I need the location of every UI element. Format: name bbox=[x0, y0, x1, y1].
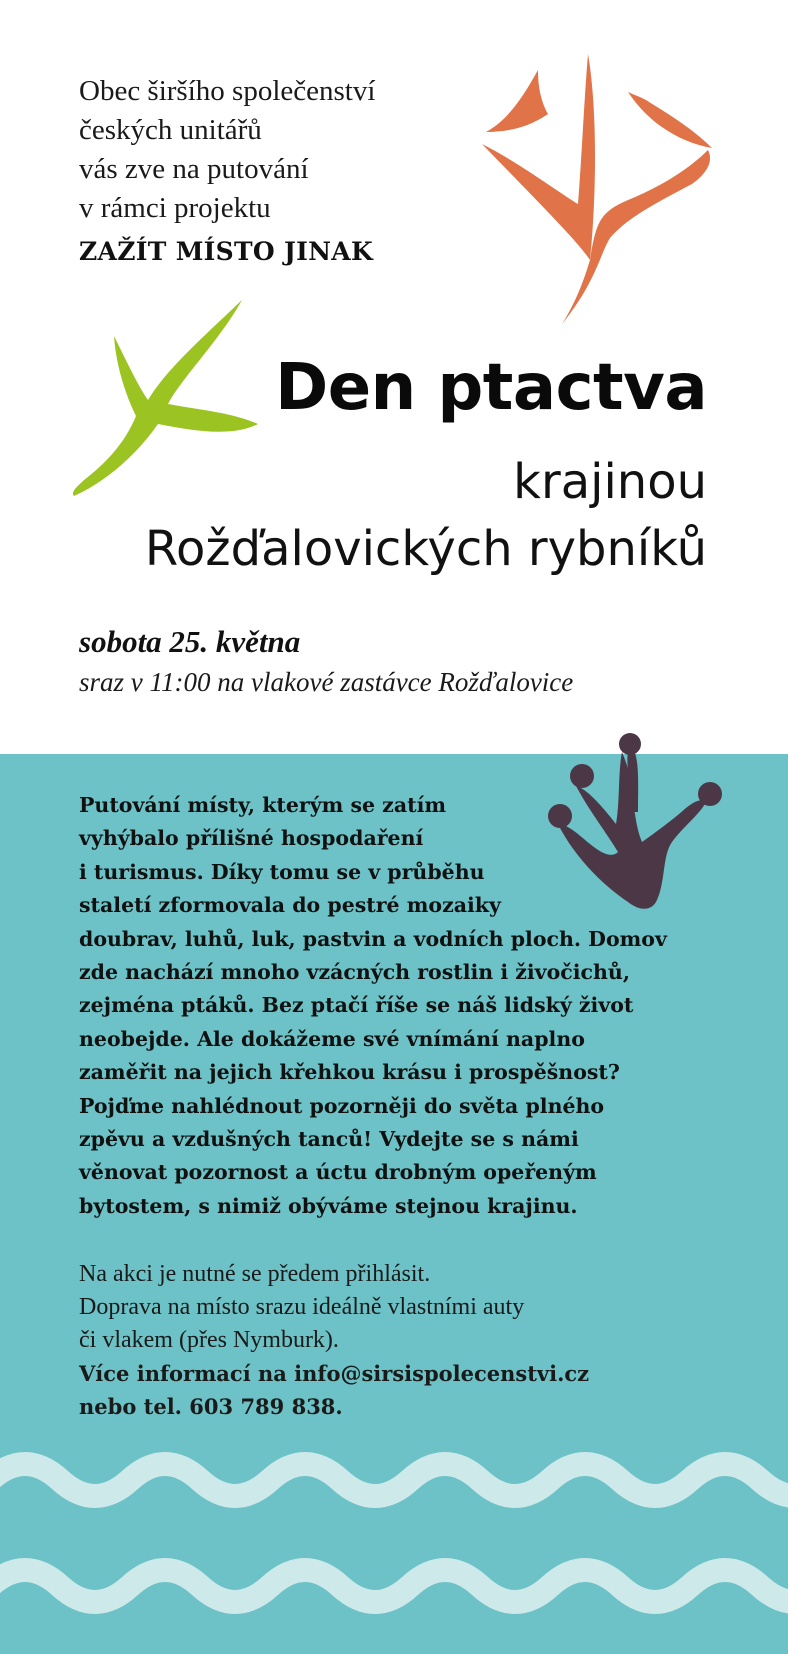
intro-line: v rámci projektu bbox=[79, 192, 271, 224]
event-description bbox=[79, 789, 719, 1223]
green-bird-track-icon bbox=[70, 300, 260, 500]
contact-phone-line: nebo tel. 603 789 838. bbox=[79, 1394, 343, 1419]
description-line: doubrav, luhů, luk, pastvin a vodních ploch. Domov bbox=[79, 926, 667, 951]
contact-email-line: Více informací na info@sirsispolecenstvi.cz bbox=[79, 1361, 590, 1386]
orange-bird-track-icon bbox=[478, 52, 718, 324]
event-title: Den ptactva bbox=[275, 351, 707, 425]
description-line: vyhýbalo přílišné hospodaření bbox=[79, 826, 424, 851]
info-line: Na akci je nutné se předem přihlásit. bbox=[79, 1261, 431, 1287]
event-date: sobota 25. května bbox=[79, 624, 301, 659]
description-line: Pojďme nahlédnout pozorněji do světa plného bbox=[79, 1093, 605, 1118]
event-subtitle-line1: krajinou bbox=[513, 454, 707, 510]
practical-info bbox=[79, 1258, 719, 1423]
intro-line: českých unitářů bbox=[79, 114, 262, 146]
description-line: zaměřit na jejich křehkou krásu i prospěšnost? bbox=[79, 1060, 620, 1085]
water-waves bbox=[0, 1440, 788, 1654]
description-line: zpěvu a vzdušných tanců! Vydejte se s námi bbox=[79, 1127, 579, 1152]
intro-line: vás zve na putování bbox=[79, 153, 309, 185]
description-line: zde nachází mnoho vzácných rostlin i živočichů, bbox=[79, 960, 630, 985]
event-subtitle-line2: Rožďalovických rybníků bbox=[144, 521, 707, 577]
event-meeting: sraz v 11:00 na vlakové zastávce Rožďalovice bbox=[79, 667, 574, 697]
project-name: ZAŽÍT MÍSTO JINAK bbox=[79, 237, 374, 266]
description-line: i turismus. Díky tomu se v průběhu bbox=[79, 859, 485, 884]
description-line: bytostem, s nimiž obýváme stejnou krajinu. bbox=[79, 1193, 578, 1218]
info-line: či vlakem (přes Nymburk). bbox=[79, 1327, 339, 1353]
info-line: Doprava na místo srazu ideálně vlastními auty bbox=[79, 1294, 525, 1320]
description-line: věnovat pozornost a úctu drobným opeřeným bbox=[79, 1160, 597, 1185]
description-line: neobejde. Ale dokážeme své vnímání naplno bbox=[79, 1026, 585, 1051]
description-line: Putování místy, kterým se zatím bbox=[79, 793, 447, 817]
intro-line: Obec širšího společenství bbox=[79, 75, 376, 107]
description-line: staletí zformovala do pestré mozaiky bbox=[79, 893, 501, 918]
description-line: zejména ptáků. Bez ptačí říše se náš lidský život bbox=[79, 993, 634, 1018]
intro-text bbox=[79, 72, 479, 228]
